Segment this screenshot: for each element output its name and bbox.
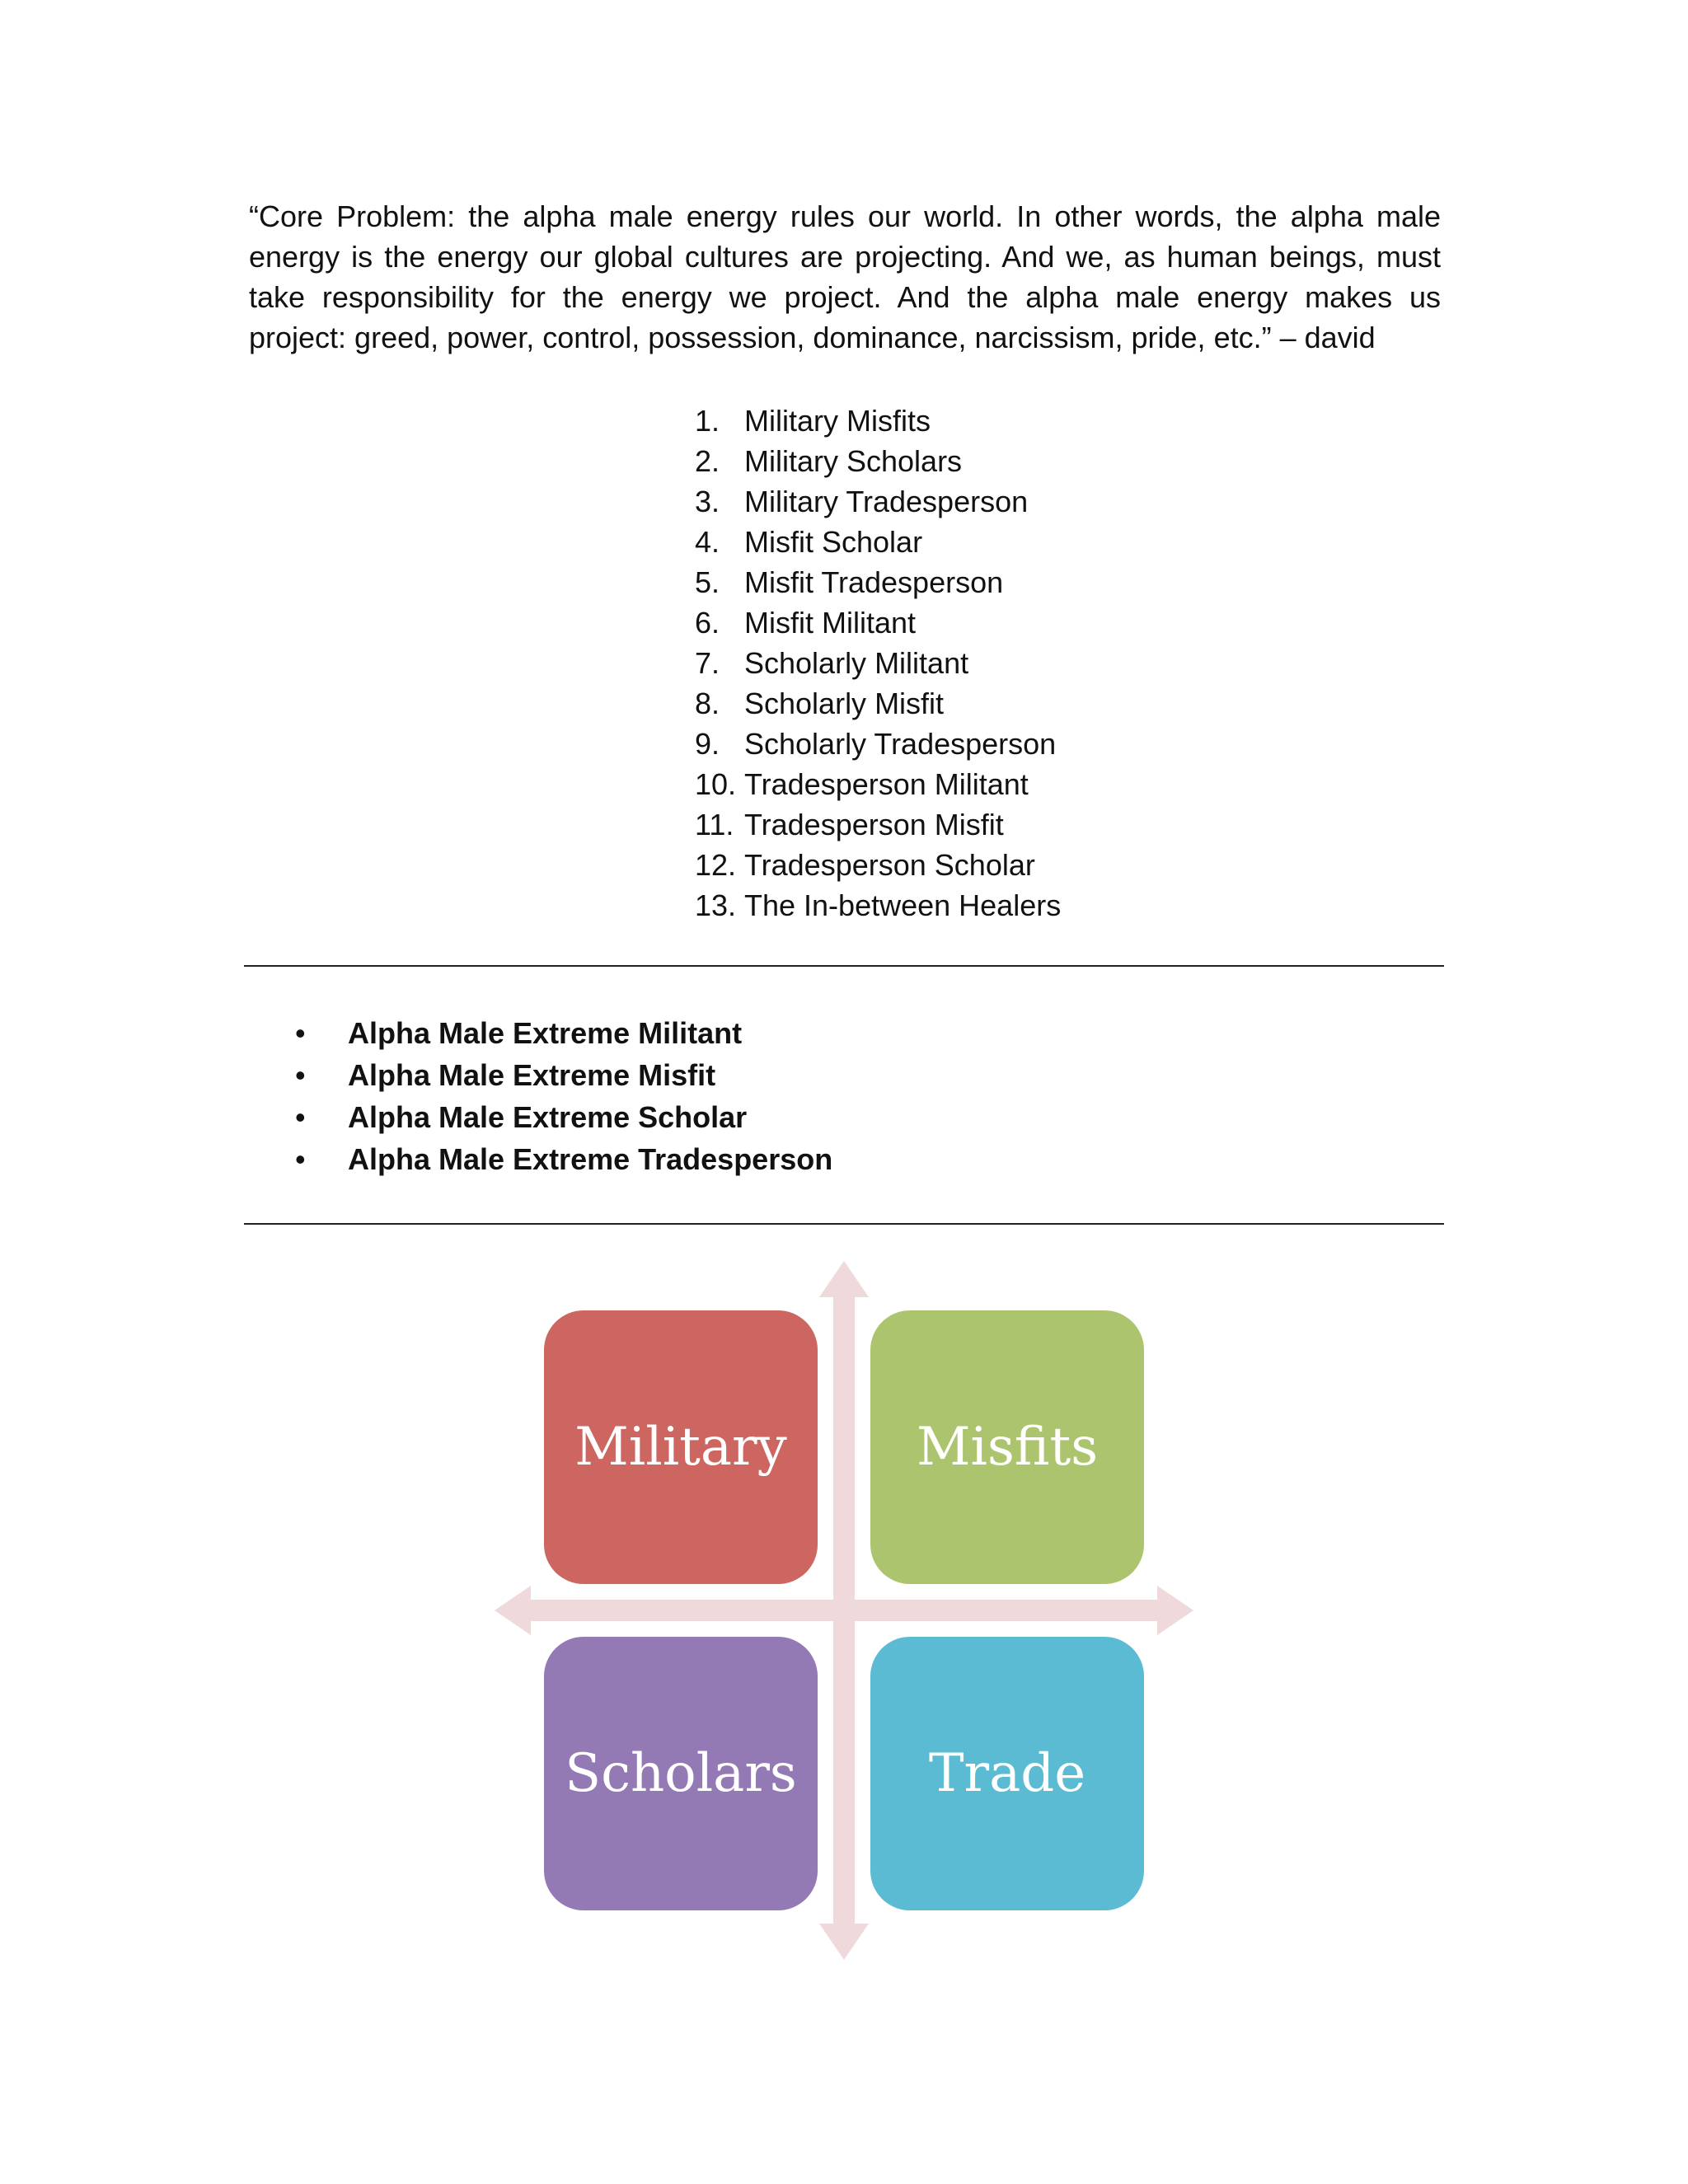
bullet-item-text: Alpha Male Extreme Tradesperson bbox=[348, 1142, 833, 1176]
bullet-item bbox=[295, 1054, 832, 1096]
list-number: 7. bbox=[695, 646, 720, 680]
quote-line: “Core Problem: the alpha male energy rules our world. In other words, the alpha male bbox=[249, 199, 1441, 233]
arrow-up-icon bbox=[819, 1261, 869, 1297]
quadrant-label: Trade bbox=[928, 1743, 1086, 1804]
bullet-list bbox=[295, 1012, 832, 1180]
list-number: 13. bbox=[695, 888, 737, 922]
list-item-text: Misfit Militant bbox=[744, 606, 917, 640]
list-item-text: Tradesperson Misfit bbox=[744, 808, 1004, 841]
list-item bbox=[695, 724, 1061, 764]
quadrant-trade bbox=[870, 1637, 1144, 1910]
bullet-item bbox=[295, 1096, 832, 1138]
list-number: 12. bbox=[695, 848, 737, 882]
list-item-text: Scholarly Misfit bbox=[744, 687, 945, 720]
list-item bbox=[695, 764, 1061, 804]
quote-line: energy is the energy our global cultures are projecting. And we, as human beings, must bbox=[249, 240, 1441, 274]
bullet-marker: • bbox=[295, 1100, 306, 1134]
quadrant-misfits bbox=[870, 1310, 1144, 1584]
list-item bbox=[695, 885, 1061, 926]
bullet-marker: • bbox=[295, 1016, 306, 1050]
list-item bbox=[695, 522, 1061, 562]
bullet-marker: • bbox=[295, 1142, 306, 1176]
list-number: 5. bbox=[695, 565, 720, 599]
list-item-text: Tradesperson Scholar bbox=[744, 848, 1035, 882]
quote-paragraph bbox=[249, 196, 1441, 358]
list-number: 3. bbox=[695, 485, 720, 518]
arrow-left-icon bbox=[495, 1586, 531, 1635]
list-item bbox=[695, 441, 1061, 481]
list-item bbox=[695, 401, 1061, 441]
numbered-list bbox=[695, 401, 1061, 926]
list-item-text: Scholarly Tradesperson bbox=[744, 727, 1057, 761]
list-number: 9. bbox=[695, 727, 720, 761]
list-number: 11. bbox=[695, 808, 734, 841]
list-item bbox=[695, 481, 1061, 522]
bullet-item-text: Alpha Male Extreme Scholar bbox=[348, 1100, 748, 1134]
quadrant-military bbox=[544, 1310, 818, 1584]
list-number: 6. bbox=[695, 606, 720, 640]
list-item-text: Military Misfits bbox=[744, 404, 931, 438]
bullet-item-text: Alpha Male Extreme Misfit bbox=[348, 1058, 716, 1092]
quadrant-label: Military bbox=[574, 1417, 787, 1478]
list-item bbox=[695, 562, 1061, 602]
arrow-right-icon bbox=[1157, 1586, 1193, 1635]
horizontal-rule bbox=[244, 965, 1444, 967]
bullet-marker: • bbox=[295, 1058, 306, 1092]
list-item-text: Misfit Tradesperson bbox=[744, 565, 1004, 599]
list-number: 8. bbox=[695, 687, 720, 720]
quote-line: project: greed, power, control, possession, dominance, narcissism, pride, etc.” – david bbox=[249, 321, 1376, 354]
list-number: 4. bbox=[695, 525, 720, 559]
quadrant-diagram bbox=[495, 1261, 1193, 1960]
list-item bbox=[695, 804, 1061, 845]
bullet-item bbox=[295, 1012, 832, 1054]
quote-line: take responsibility for the energy we project. And the alpha male energy makes us bbox=[249, 280, 1441, 314]
list-item-text: Scholarly Militant bbox=[744, 646, 969, 680]
bullet-item bbox=[295, 1138, 832, 1180]
quadrant-label: Scholars bbox=[565, 1743, 797, 1804]
list-item bbox=[695, 845, 1061, 885]
quadrant-scholars bbox=[544, 1637, 818, 1910]
list-item bbox=[695, 683, 1061, 724]
list-item-text: Military Tradesperson bbox=[744, 485, 1029, 518]
list-item-text: The In-between Healers bbox=[744, 888, 1062, 922]
arrow-down-icon bbox=[819, 1924, 869, 1960]
list-number: 10. bbox=[695, 767, 737, 801]
list-item-text: Military Scholars bbox=[744, 444, 963, 478]
list-item-text: Tradesperson Militant bbox=[744, 767, 1029, 801]
bullet-item-text: Alpha Male Extreme Militant bbox=[348, 1016, 743, 1050]
horizontal-rule bbox=[244, 1223, 1444, 1225]
list-item bbox=[695, 643, 1061, 683]
list-number: 2. bbox=[695, 444, 720, 478]
list-item bbox=[695, 602, 1061, 643]
horizontal-axis bbox=[528, 1600, 1160, 1621]
list-item-text: Misfit Scholar bbox=[744, 525, 923, 559]
quadrant-label: Misfits bbox=[916, 1417, 1099, 1478]
list-number: 1. bbox=[695, 404, 720, 438]
